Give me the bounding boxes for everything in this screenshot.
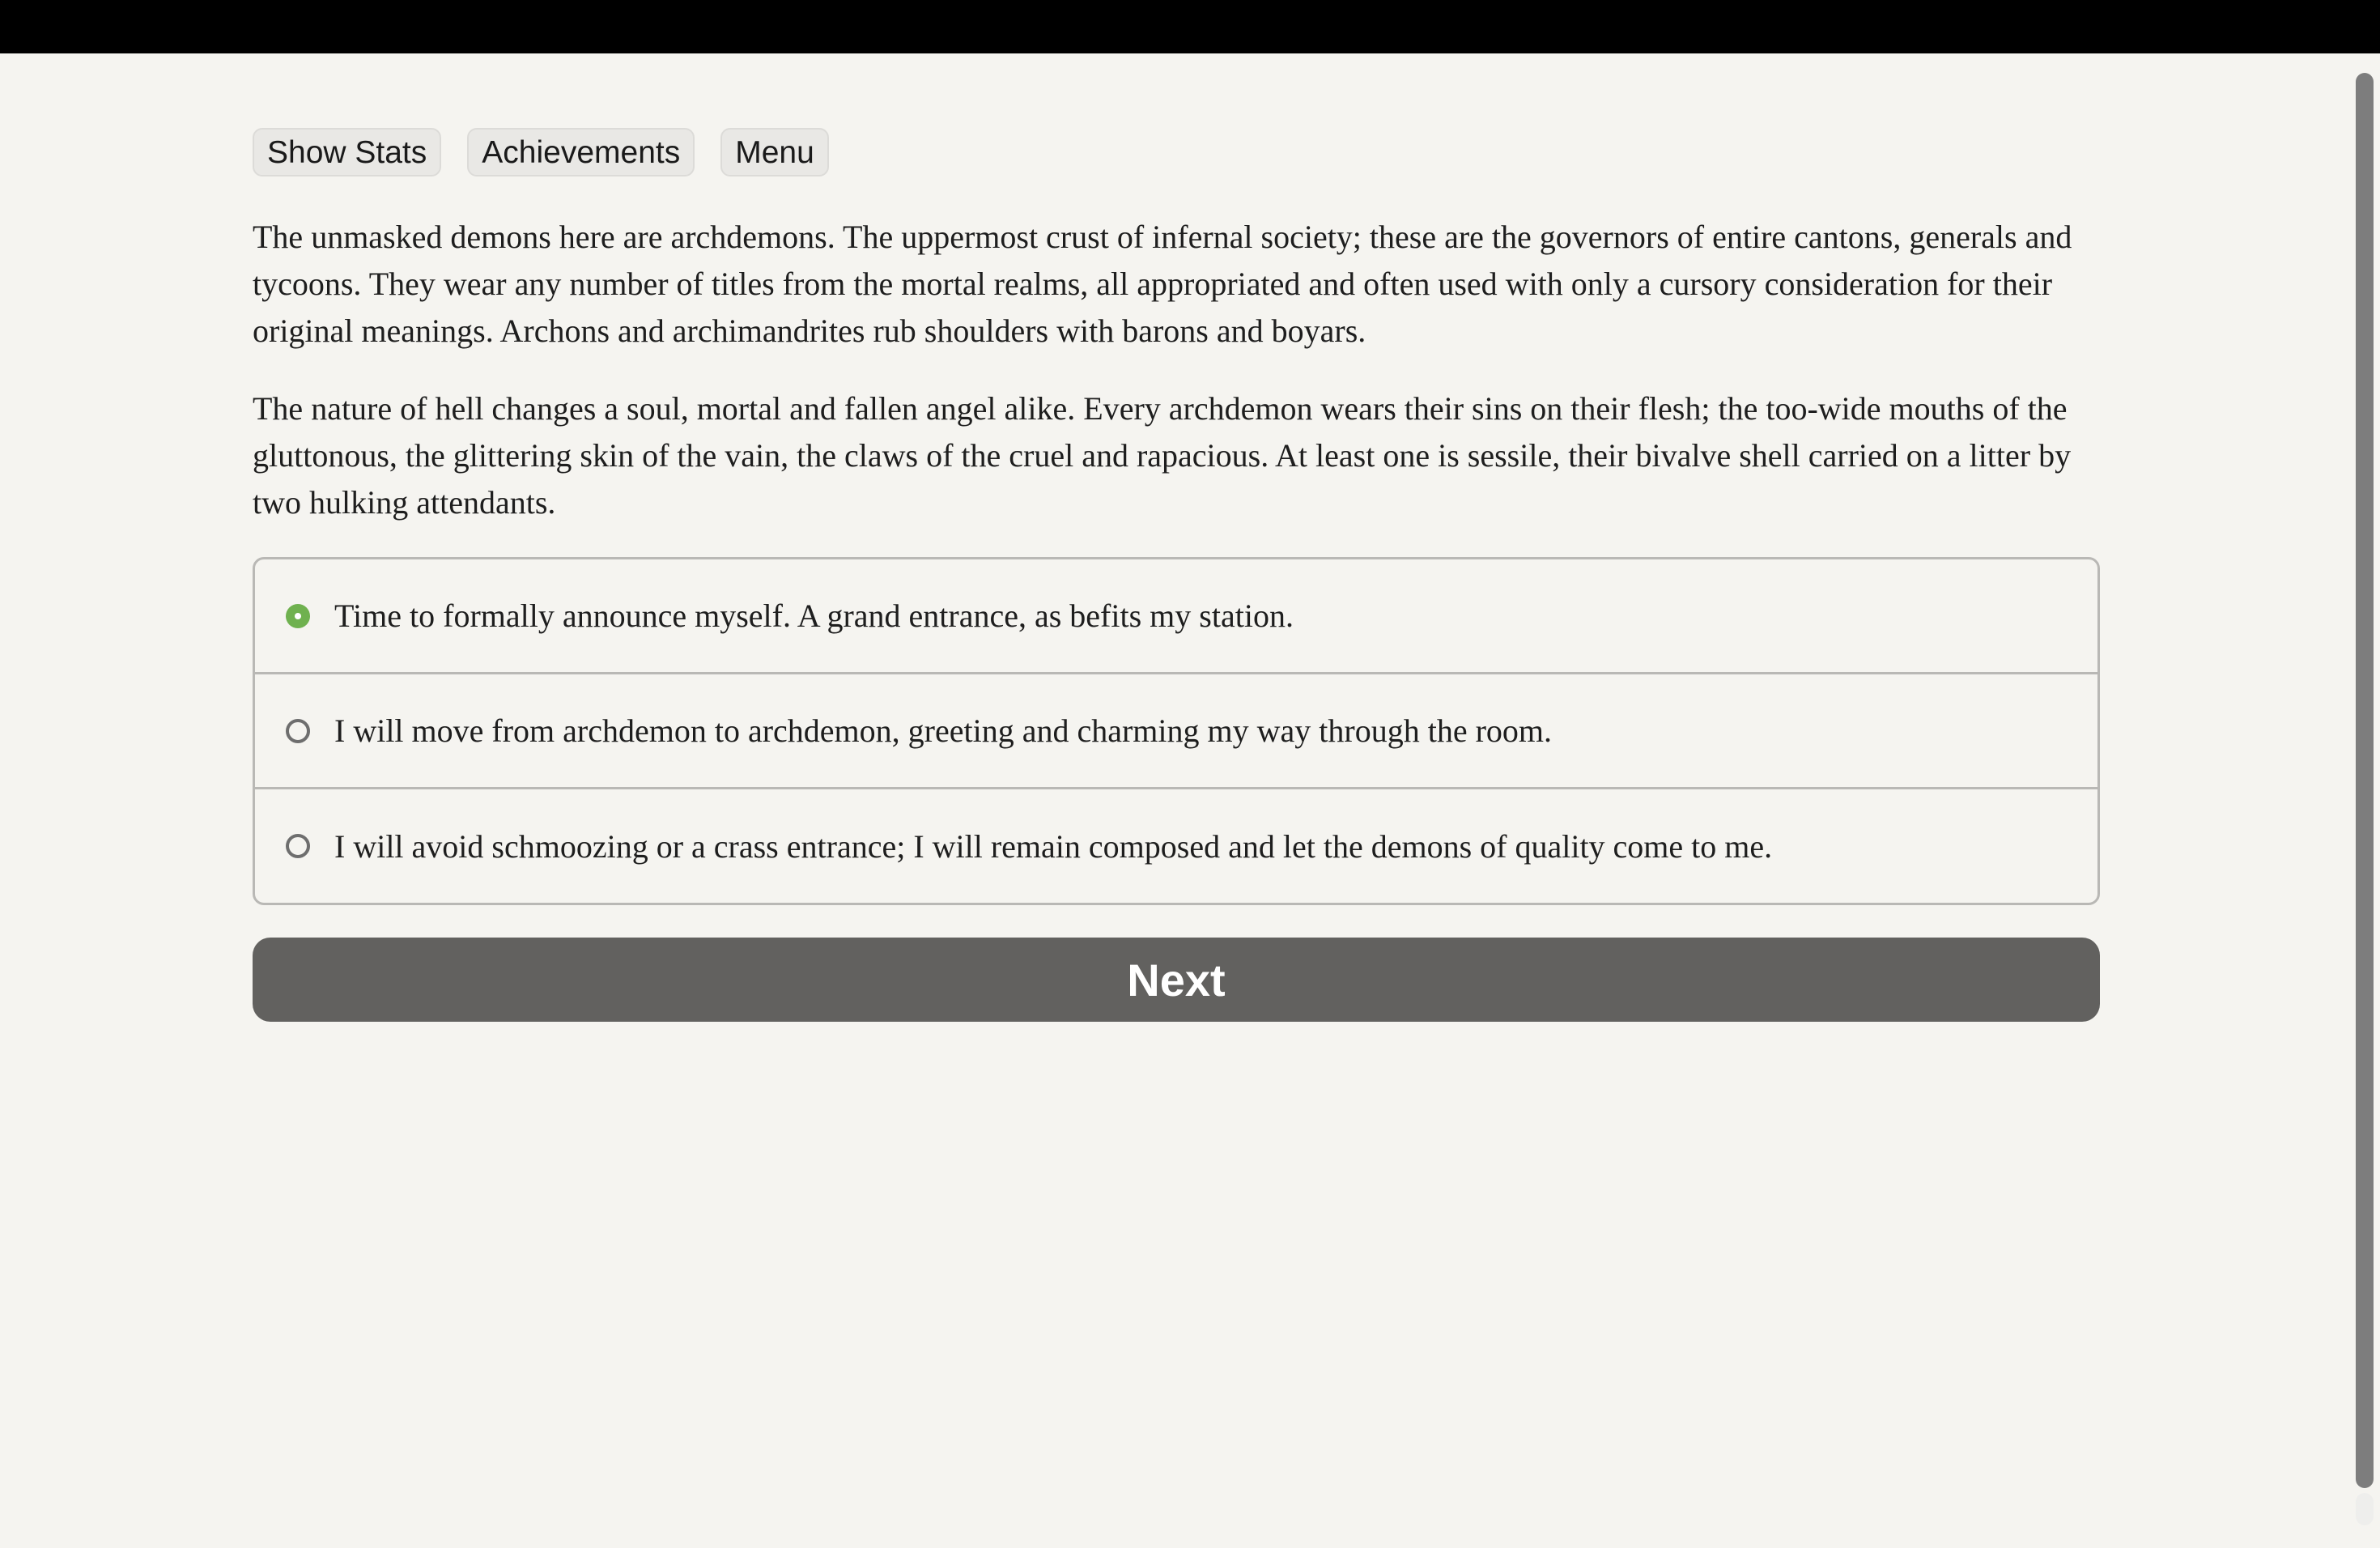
game-content [253, 128, 2100, 1022]
top-bar [0, 0, 2380, 53]
choice-list [253, 557, 2100, 905]
show-stats-button[interactable]: Show Stats [253, 128, 441, 176]
choice-label: Time to formally announce myself. A grand entrance, as befits my station. [334, 598, 1294, 634]
scrollbar-thumb[interactable] [2356, 73, 2374, 1488]
story-paragraph: The nature of hell changes a soul, mortal and fallen angel alike. Every archdemon wears their sins on their flesh; the too-wide mouths of the gluttonous, the glittering skin of the vain, the claws of the cruel and rapacious. At least one is sessile, their bivalve shell carried on a litter by two hulking attendants. [253, 390, 2072, 521]
header-buttons [253, 128, 2100, 176]
radio-unselected-icon[interactable] [286, 719, 310, 743]
scrollbar[interactable] [2349, 53, 2380, 1548]
choice-label: I will avoid schmoozing or a crass entrance; I will remain composed and let the demons of quality come to me. [334, 827, 1773, 865]
choice-option-2[interactable] [255, 674, 2097, 789]
next-button[interactable]: Next [253, 938, 2100, 1022]
scrollbar-track-end [2356, 1493, 2374, 1525]
achievements-button[interactable]: Achievements [467, 128, 695, 176]
choice-option-3[interactable] [255, 789, 2097, 903]
radio-selected-icon[interactable] [286, 604, 310, 628]
menu-button[interactable]: Menu [720, 128, 829, 176]
radio-unselected-icon[interactable] [286, 834, 310, 858]
choice-label: I will move from archdemon to archdemon, greeting and charming my way through the room. [334, 712, 1553, 749]
choice-option-1[interactable] [255, 559, 2097, 674]
story-paragraph: The unmasked demons here are archdemons. The uppermost crust of infernal society; these are the governors of entire cantons, generals and tycoons. They wear any number of titles from the mortal realms, all appropriated and often used with only a cursory consideration for their original meanings. Archons and archimandrites rub shoulders with barons and boyars. [253, 219, 2072, 349]
